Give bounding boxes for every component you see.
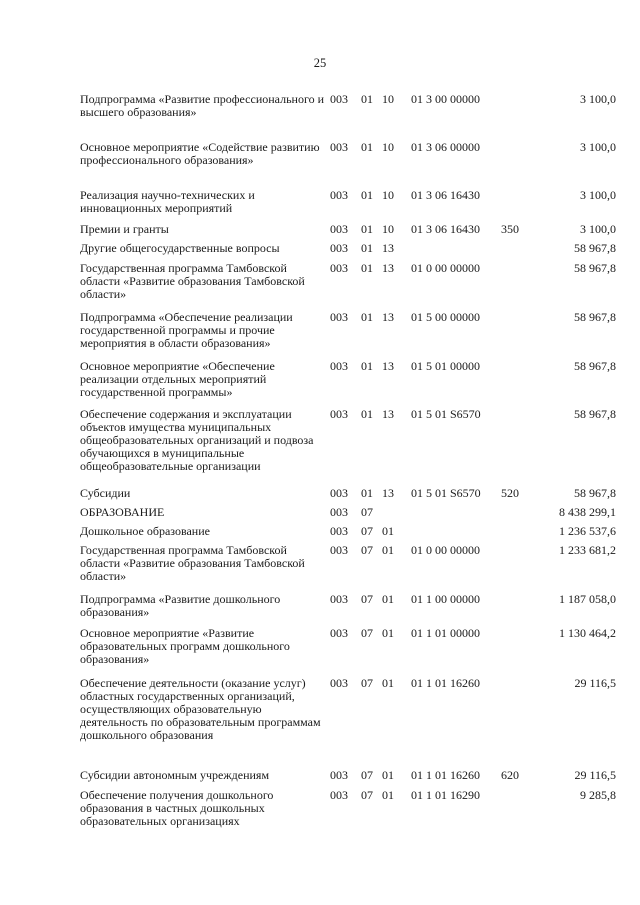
row-rz: 07 [361,676,373,690]
row-csr: 01 3 00 00000 [411,92,480,106]
row-ved: 003 [330,676,348,690]
row-name: Основное мероприятие «Развитие образовательных программ дошкольного образования» [80,626,290,666]
row-rz: 07 [361,768,373,782]
row-sum: 29 116,5 [574,768,616,782]
row-name: Обеспечение получения дошкольного образования в частных дошкольных образовательных организациях [80,788,274,828]
row-pr: 01 [382,543,394,557]
row-name: Премии и гранты [80,222,169,236]
row-csr: 01 3 06 16430 [411,188,480,202]
row-name: Подпрограмма «Обеспечение реализации государственной программы и прочие мероприятия в области образования» [80,310,293,350]
row-csr: 01 5 01 00000 [411,359,480,373]
row-ved: 003 [330,261,348,275]
row-sum: 58 967,8 [574,486,616,500]
row-pr: 10 [382,140,394,154]
row-pr: 10 [382,222,394,236]
row-pr: 13 [382,241,394,255]
row-pr: 13 [382,310,394,324]
row-pr: 13 [382,359,394,373]
row-sum: 3 100,0 [580,188,616,202]
row-rz: 01 [361,407,373,421]
row-name: Субсидии автономным учреждениям [80,768,270,782]
row-ved: 003 [330,788,348,802]
row-csr: 01 5 01 S6570 [411,407,481,421]
row-sum: 3 100,0 [580,140,616,154]
row-rz: 01 [361,310,373,324]
row-name: Подпрограмма «Развитие дошкольного образования» [80,592,281,619]
row-name: Дошкольное образование [80,524,210,538]
row-sum: 3 100,0 [580,222,616,236]
row-name: Основное мероприятие «Содействие развитию профессионального образования» [80,140,320,167]
row-pr: 10 [382,188,394,202]
row-ved: 003 [330,222,348,236]
row-ved: 003 [330,241,348,255]
row-ved: 003 [330,592,348,606]
row-ved: 003 [330,505,348,519]
row-pr: 13 [382,486,394,500]
row-ved: 003 [330,486,348,500]
row-rz: 01 [361,222,373,236]
row-pr: 01 [382,524,394,538]
row-sum: 9 285,8 [580,788,616,802]
row-pr: 01 [382,592,394,606]
row-name: Субсидии [80,486,131,500]
row-ved: 003 [330,626,348,640]
row-csr: 01 1 01 16260 [411,768,480,782]
row-pr: 10 [382,92,394,106]
row-ved: 003 [330,407,348,421]
row-rz: 07 [361,626,373,640]
row-csr: 01 1 00 00000 [411,592,480,606]
row-rz: 01 [361,359,373,373]
row-rz: 01 [361,486,373,500]
row-pr: 01 [382,768,394,782]
row-name: Основное мероприятие «Обеспечение реализации отдельных мероприятий государственной программы» [80,359,275,399]
row-csr: 01 5 00 00000 [411,310,480,324]
row-rz: 01 [361,261,373,275]
row-csr: 01 3 06 16430 [411,222,480,236]
row-rz: 01 [361,188,373,202]
row-pr: 01 [382,676,394,690]
row-sum: 1 130 464,2 [559,626,616,640]
row-vr: 350 [501,222,519,236]
row-ved: 003 [330,140,348,154]
row-rz: 07 [361,788,373,802]
row-csr: 01 0 00 00000 [411,543,480,557]
row-rz: 01 [361,140,373,154]
row-csr: 01 1 01 16290 [411,788,480,802]
row-name: Реализация научно-технических и инновационных мероприятий [80,188,255,215]
row-csr: 01 5 01 S6570 [411,486,481,500]
row-rz: 07 [361,524,373,538]
row-sum: 58 967,8 [574,407,616,421]
row-csr: 01 1 01 16260 [411,676,480,690]
page-number: 25 [313,56,327,70]
row-sum: 3 100,0 [580,92,616,106]
row-name: Государственная программа Тамбовской области «Развитие образования Тамбовской области» [80,261,305,301]
row-csr: 01 1 01 00000 [411,626,480,640]
row-sum: 58 967,8 [574,359,616,373]
row-pr: 01 [382,626,394,640]
row-ved: 003 [330,92,348,106]
row-ved: 003 [330,359,348,373]
row-sum: 8 438 299,1 [559,505,616,519]
row-rz: 07 [361,543,373,557]
row-rz: 07 [361,505,373,519]
row-ved: 003 [330,310,348,324]
row-sum: 58 967,8 [574,261,616,275]
row-rz: 01 [361,92,373,106]
row-pr: 01 [382,788,394,802]
row-pr: 13 [382,407,394,421]
row-vr: 520 [501,486,519,500]
row-name: Обеспечение деятельности (оказание услуг) областных государственных организаций, осуществляющих образовательную деятельность по образовательным программам дошкольного образования [80,676,321,742]
row-ved: 003 [330,188,348,202]
row-name: Государственная программа Тамбовской области «Развитие образования Тамбовской области» [80,543,305,583]
row-sum: 58 967,8 [574,310,616,324]
row-name: ОБРАЗОВАНИЕ [80,505,165,519]
row-csr: 01 3 06 00000 [411,140,480,154]
row-sum: 1 236 537,6 [559,524,616,538]
row-sum: 58 967,8 [574,241,616,255]
row-sum: 1 187 058,0 [559,592,616,606]
row-pr: 13 [382,261,394,275]
row-ved: 003 [330,768,348,782]
row-csr: 01 0 00 00000 [411,261,480,275]
row-sum: 29 116,5 [574,676,616,690]
row-sum: 1 233 681,2 [559,543,616,557]
row-name: Подпрограмма «Развитие профессионального и высшего образования» [80,92,325,119]
row-ved: 003 [330,524,348,538]
row-name: Обеспечение содержания и эксплуатации объектов имущества муниципальных общеобразовательных организаций и подвоза обучающихся в муниципальные общеобразовательные организации [80,407,314,473]
row-ved: 003 [330,543,348,557]
row-rz: 01 [361,241,373,255]
row-rz: 07 [361,592,373,606]
row-vr: 620 [501,768,519,782]
row-name: Другие общегосударственные вопросы [80,241,280,255]
